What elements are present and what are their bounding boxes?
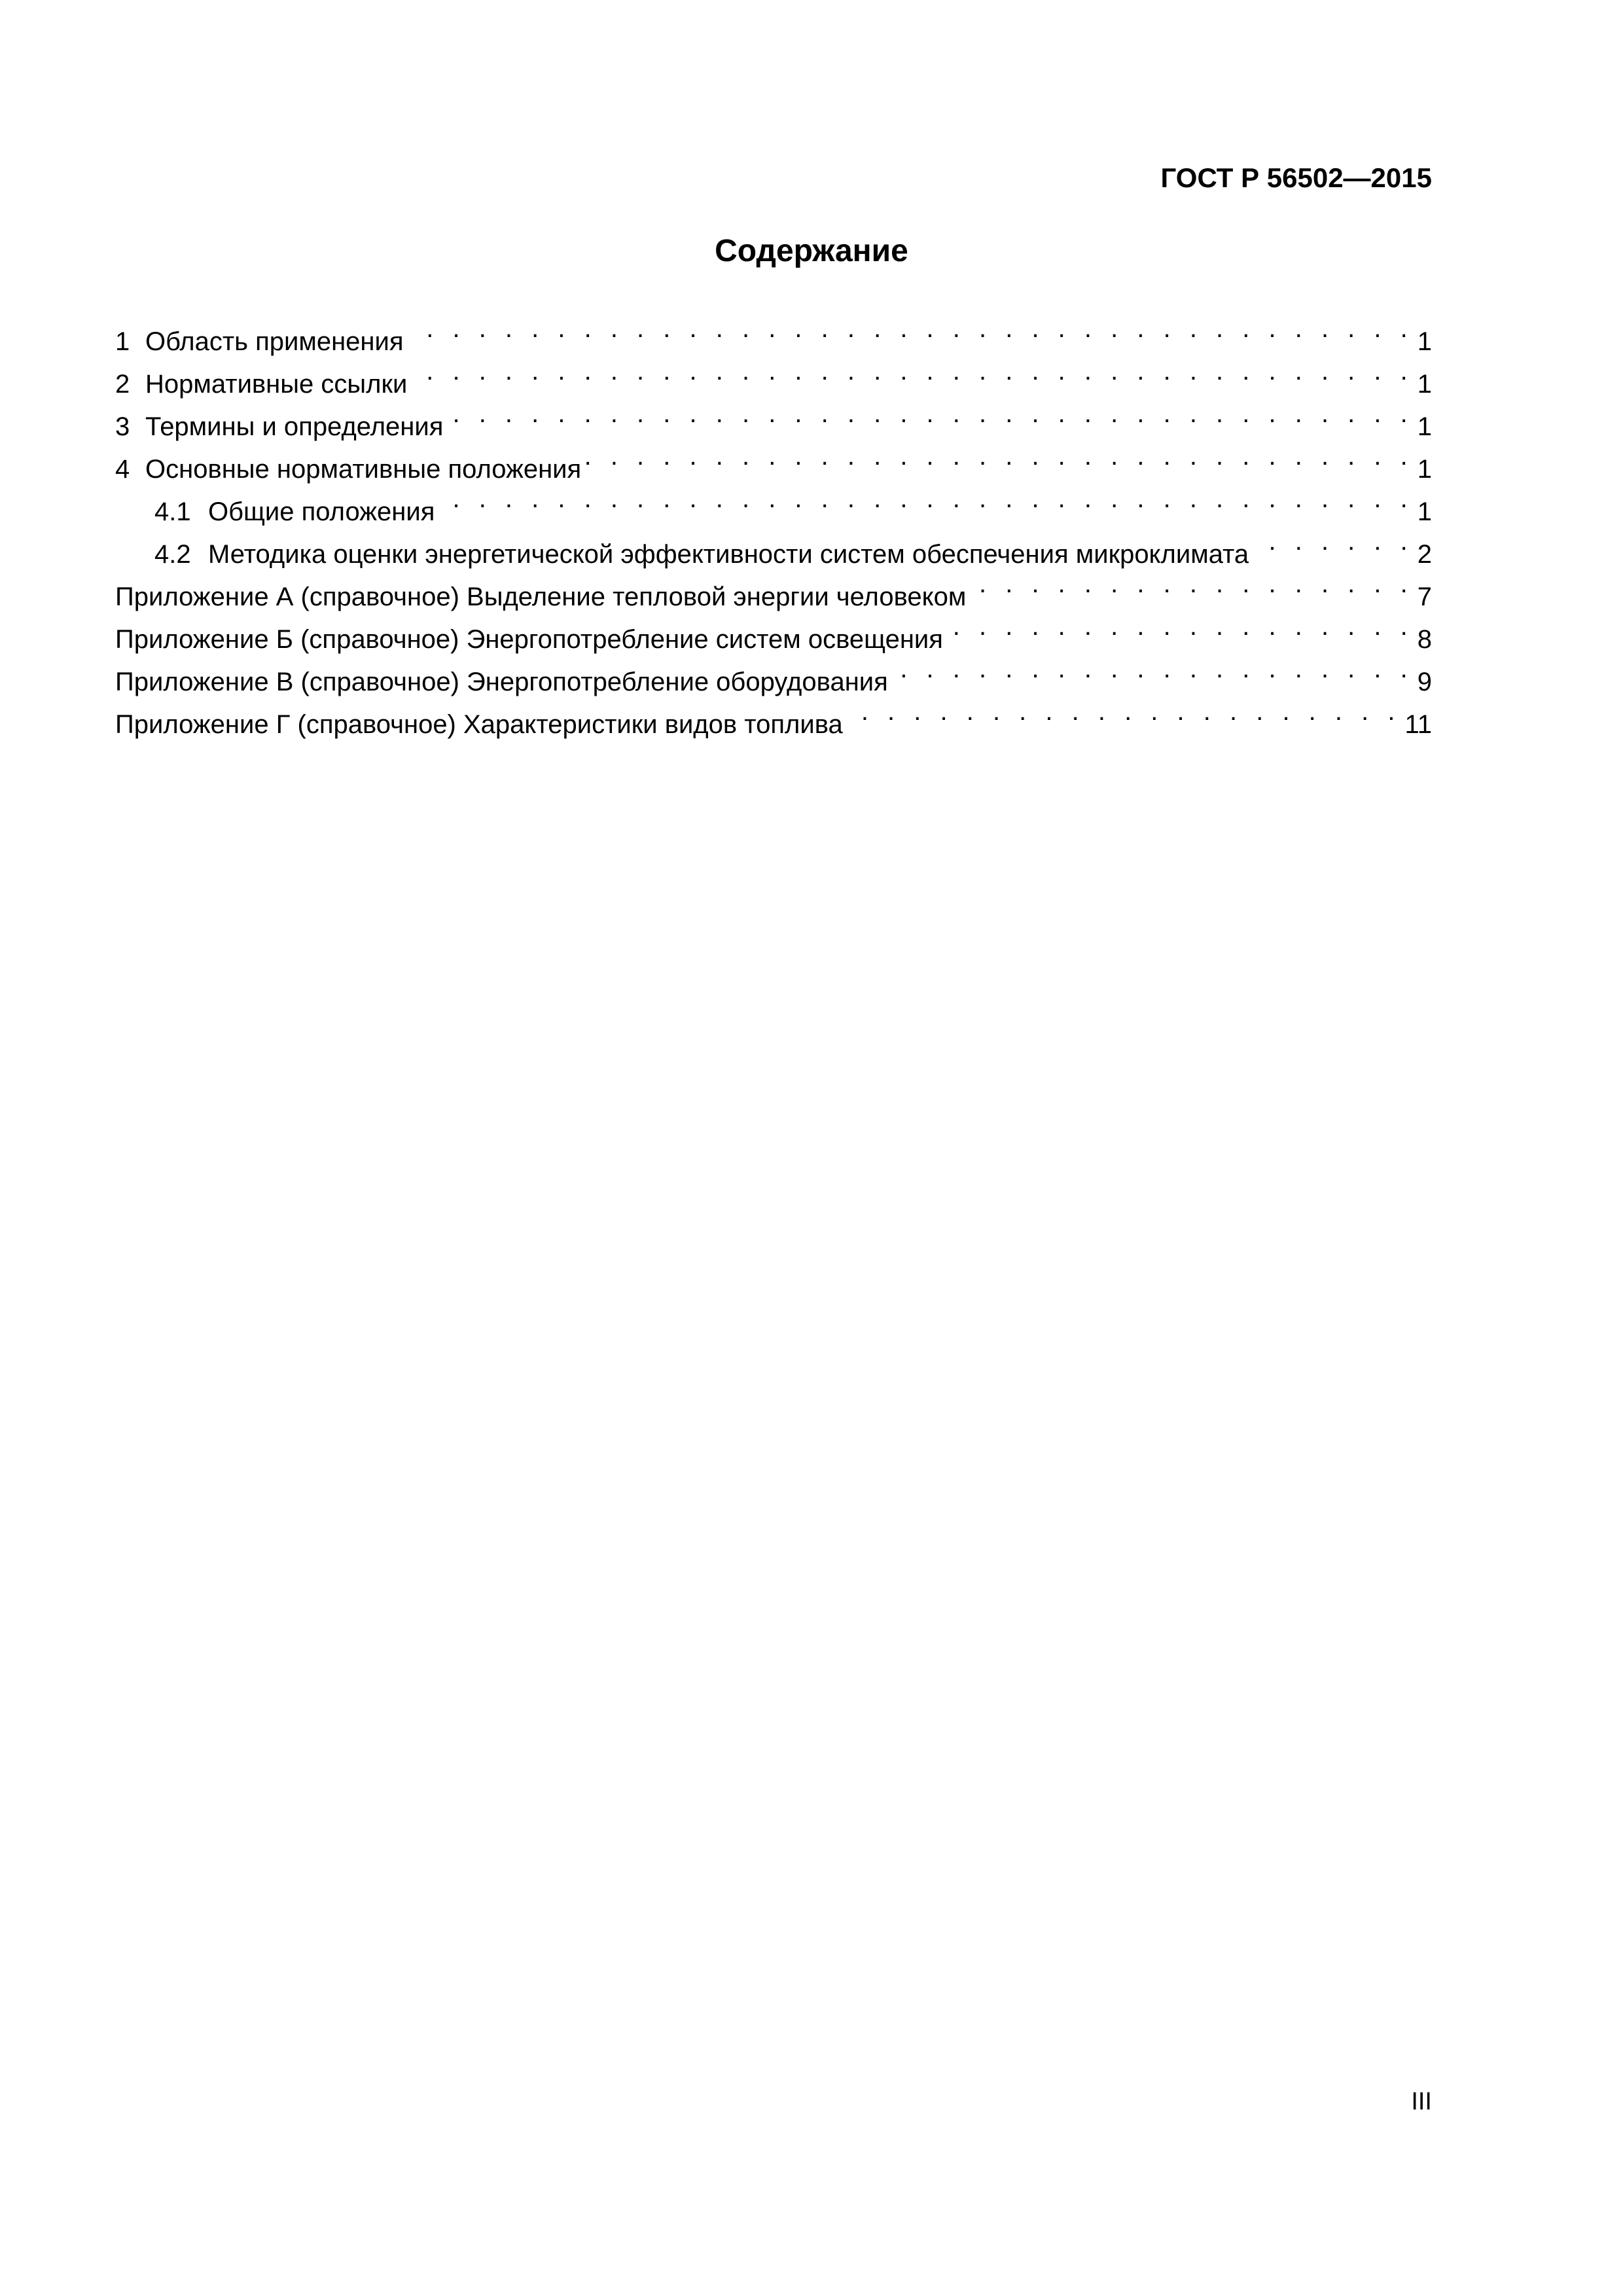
toc-entry-page: 1 [1414,406,1432,448]
dot-leader [447,393,1413,435]
toc-entry-page: 1 [1414,363,1432,406]
toc-entry-page: 7 [1414,576,1432,619]
toc-entry-number: 4.1 [154,497,191,526]
toc-entry-number: 2 [115,370,130,399]
toc-entry-label [115,406,447,448]
toc-title: Содержание [715,234,908,268]
dot-leader [947,605,1414,648]
toc-entry-text: Методика оценки энергетической эффективности систем обеспечения микроклимата [208,540,1249,569]
dot-leader [892,648,1414,691]
toc-entry-number: 1 [115,327,130,356]
toc-entry-text: Основные нормативные положения [145,455,582,484]
toc-entry-number: 3 [115,412,130,441]
table-of-contents [115,308,1432,739]
toc-entry-label: Приложение В (справочное) Энергопотребление оборудования [115,661,892,704]
toc-entry-page: 1 [1414,321,1432,363]
toc-entry-label: Приложение А (справочное) Выделение тепловой энергии человеком [115,576,970,619]
toc-entry-page: 11 [1400,704,1432,746]
toc-entry-page: 2 [1414,533,1432,576]
toc-entry-text: Область применения [145,327,404,356]
document-code: ГОСТ Р 56502—2015 [1160,162,1432,193]
toc-entry-label [154,491,438,533]
dot-leader [847,691,1401,733]
toc-entry-label [115,363,411,406]
toc-entry-number: 4.2 [154,540,191,569]
dot-leader [408,308,1414,350]
toc-entry-label: Приложение Б (справочное) Энергопотребление систем освещения [115,619,947,661]
toc-entry-page: 9 [1414,661,1432,704]
dot-leader [970,563,1413,605]
toc-entry-text: Общие положения [208,497,435,526]
dot-leader [1253,520,1414,563]
toc-entry-label [115,321,408,363]
dot-leader [585,435,1414,478]
toc-entry-page: 1 [1414,448,1432,491]
toc-entry-page: 1 [1414,491,1432,533]
toc-entry-page: 8 [1414,619,1432,661]
page-number: III [1411,2088,1432,2115]
toc-entry-text: Нормативные ссылки [145,370,408,399]
toc-entry-label: Приложение Г (справочное) Характеристики видов топлива [115,704,847,746]
toc-entry[interactable] [115,308,1432,356]
dot-leader [438,478,1413,520]
toc-entry-text: Термины и определения [145,412,444,441]
toc-entry-number: 4 [115,455,130,484]
dot-leader [411,350,1413,393]
